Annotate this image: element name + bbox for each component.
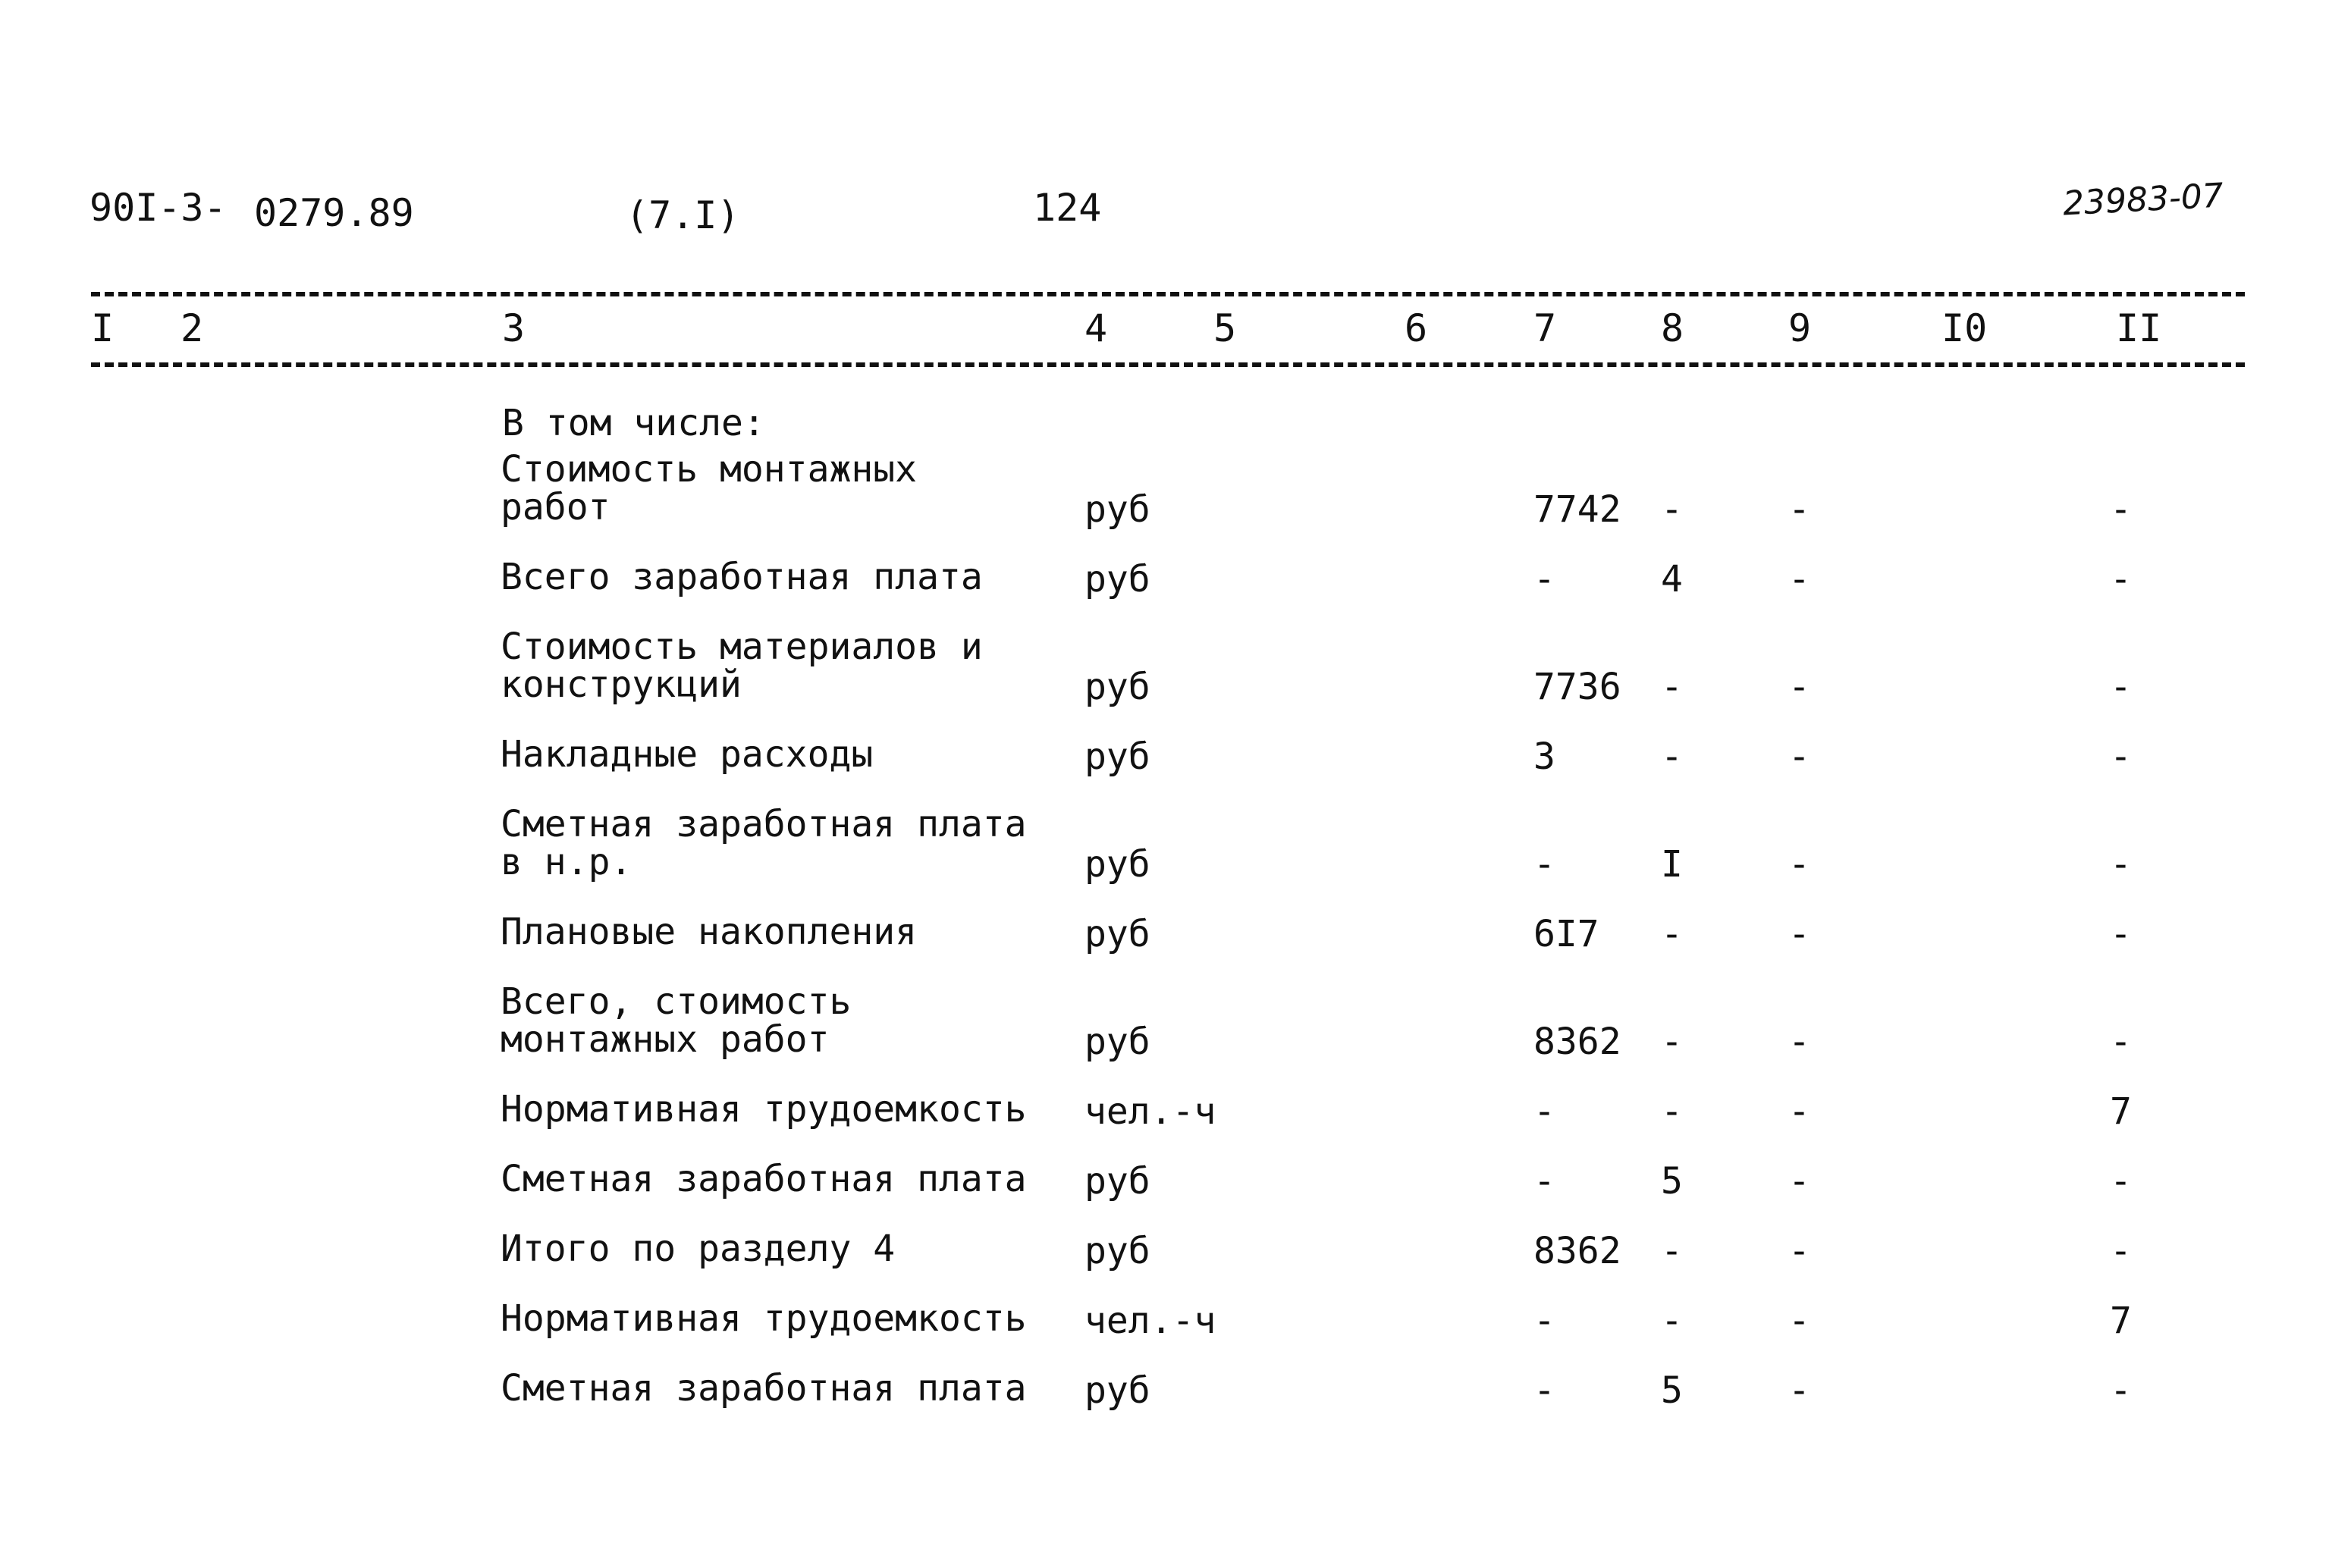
row-value-col11: -	[2110, 843, 2132, 886]
row-value-col7: -	[1533, 558, 1555, 601]
row-unit: руб	[1084, 666, 1150, 708]
row-unit: руб	[1084, 913, 1150, 955]
row-unit: руб	[1084, 735, 1150, 778]
row-value-col9: -	[1788, 1090, 1810, 1133]
row-unit: руб	[1084, 488, 1150, 531]
page-number: 124	[1033, 186, 1102, 230]
column-number: 3	[502, 306, 526, 350]
row-value-col7: -	[1533, 1160, 1555, 1203]
row-value-col7: -	[1533, 1369, 1555, 1412]
row-value-col9: -	[1788, 843, 1810, 886]
row-value-col7: 8362	[1533, 1021, 1621, 1063]
row-label: Нормативная трудоемкость	[501, 1297, 1027, 1340]
row-value-col7: -	[1533, 1090, 1555, 1133]
row-value-col9: -	[1788, 666, 1810, 708]
row-value-col8: 5	[1661, 1369, 1683, 1412]
row-unit: руб	[1084, 1021, 1150, 1063]
row-value-col9: -	[1788, 1021, 1810, 1063]
row-value-col7: 7742	[1533, 488, 1621, 531]
row-value-col8: 5	[1661, 1160, 1683, 1203]
row-value-col11: -	[2110, 1021, 2132, 1063]
row-label: Сметная заработная плата	[501, 1367, 1027, 1410]
row-value-col7: 8362	[1533, 1230, 1621, 1272]
row-value-col8: -	[1661, 1090, 1683, 1133]
row-label: Сметная заработная плата в н.р.	[501, 803, 1027, 883]
row-value-col9: -	[1788, 558, 1810, 601]
header-bottom-rule	[91, 362, 2245, 367]
column-number: 9	[1788, 306, 1812, 350]
row-value-col11: 7	[2110, 1300, 2132, 1342]
row-value-col7: 7736	[1533, 666, 1621, 708]
row-value-col8: -	[1661, 1300, 1683, 1342]
row-value-col9: -	[1788, 488, 1810, 531]
row-value-col11: -	[2110, 1369, 2132, 1412]
section-number: (7.I)	[626, 193, 740, 237]
row-label: Сметная заработная плата	[501, 1158, 1027, 1200]
row-value-col8: -	[1661, 1021, 1683, 1063]
header-top-rule	[91, 292, 2245, 296]
row-label: Плановые накопления	[501, 911, 918, 953]
row-value-col11: -	[2110, 1160, 2132, 1203]
row-value-col11: -	[2110, 666, 2132, 708]
row-label: Нормативная трудоемкость	[501, 1088, 1027, 1131]
column-number: 2	[180, 306, 204, 350]
doc-code-number: 0279.89	[254, 191, 414, 235]
row-label: Итого по разделу 4	[501, 1228, 896, 1270]
intro-text: В том числе:	[502, 402, 765, 444]
column-number: 5	[1213, 306, 1237, 350]
row-value-col11: -	[2110, 1230, 2132, 1272]
column-number: 8	[1661, 306, 1684, 350]
row-value-col9: -	[1788, 913, 1810, 955]
row-value-col8: 4	[1661, 558, 1683, 601]
row-unit: руб	[1084, 1230, 1150, 1272]
row-value-col9: -	[1788, 1160, 1810, 1203]
row-value-col7: -	[1533, 1300, 1555, 1342]
row-value-col8: -	[1661, 488, 1683, 531]
row-unit: руб	[1084, 1160, 1150, 1203]
row-value-col11: -	[2110, 913, 2132, 955]
column-number: 4	[1084, 306, 1108, 350]
row-value-col7: 6I7	[1533, 913, 1599, 955]
row-label: Накладные расходы	[501, 733, 874, 776]
row-label: Стоимость монтажных работ	[501, 448, 918, 528]
row-unit: руб	[1084, 843, 1150, 886]
column-number: 7	[1533, 306, 1557, 350]
row-value-col11: -	[2110, 735, 2132, 778]
column-number: I	[91, 306, 115, 350]
row-label: Всего, стоимость монтажных работ	[501, 980, 852, 1061]
row-unit: чел.-ч	[1084, 1300, 1216, 1342]
row-label: Всего заработная плата	[501, 556, 983, 598]
row-value-col9: -	[1788, 735, 1810, 778]
row-value-col8: -	[1661, 735, 1683, 778]
doc-code-prefix: 90I-3-	[89, 186, 227, 230]
column-number: II	[2116, 306, 2162, 350]
row-value-col8: I	[1661, 843, 1683, 886]
row-label: Стоимость материалов и конструкций	[501, 626, 983, 706]
row-value-col7: -	[1533, 843, 1555, 886]
row-value-col7: 3	[1533, 735, 1555, 778]
column-number: I0	[1941, 306, 1988, 350]
row-value-col9: -	[1788, 1300, 1810, 1342]
row-value-col11: -	[2110, 488, 2132, 531]
row-value-col8: -	[1661, 1230, 1683, 1272]
row-unit: руб	[1084, 558, 1150, 601]
row-value-col9: -	[1788, 1369, 1810, 1412]
row-value-col9: -	[1788, 1230, 1810, 1272]
row-value-col8: -	[1661, 913, 1683, 955]
column-number: 6	[1405, 306, 1428, 350]
row-value-col11: -	[2110, 558, 2132, 601]
row-unit: чел.-ч	[1084, 1090, 1216, 1133]
row-value-col11: 7	[2110, 1090, 2132, 1133]
row-value-col8: -	[1661, 666, 1683, 708]
handwritten-number: 23983-07	[2061, 176, 2225, 224]
row-unit: руб	[1084, 1369, 1150, 1412]
